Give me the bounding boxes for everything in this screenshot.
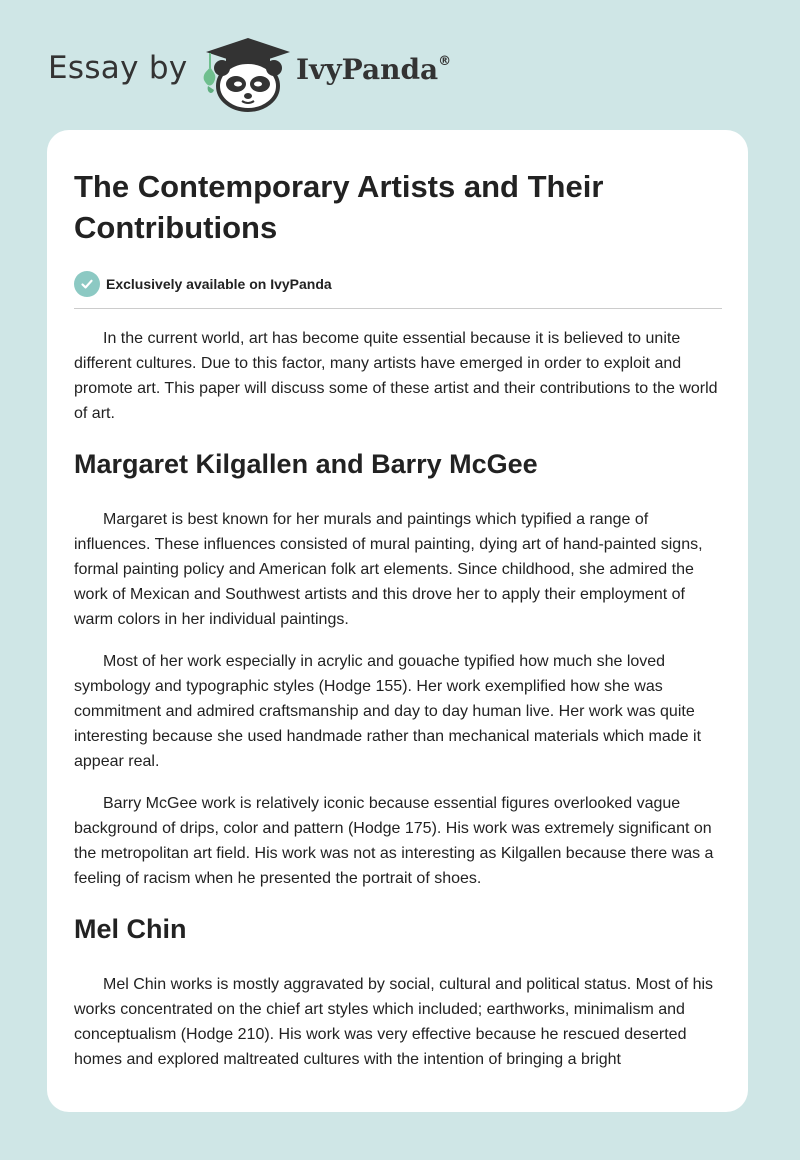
intro-paragraph: In the current world, art has become quite essential because it is believed to unite different cultures. Due to this factor, many artists have emerged in order to exploit and promote art. This paper will discuss some of these artist and their contributions to the world of art.: [74, 330, 718, 422]
brand-name[interactable]: [296, 53, 451, 86]
panda-logo-icon[interactable]: [200, 34, 296, 112]
brand-text: IvyPanda: [296, 53, 439, 86]
divider: [74, 308, 722, 309]
exclusive-badge: [74, 270, 722, 298]
section-heading-kilgallen-mcgee: Margaret Kilgallen and Barry McGee: [74, 449, 538, 479]
article-content: [74, 130, 722, 1072]
paragraph: Most of her work especially in acrylic and gouache typified how much she loved symbology and typographic styles (Hodge 155). Her work exemplified how she was commitment and admired craftsmanship and day to day human live. Her work was quite interesting because she used handmade rather than mechanical materials which made it appear real.: [74, 653, 702, 770]
exclusive-label: Exclusively available on IvyPanda: [106, 276, 332, 292]
article-title: The Contemporary Artists and Their Contributions: [74, 169, 604, 245]
article-card: [47, 130, 748, 1112]
section-heading-mel-chin: Mel Chin: [74, 914, 187, 944]
site-header: [0, 0, 800, 120]
paragraph: Mel Chin works is mostly aggravated by social, cultural and political status. Most of his works concentrated on the chief art styles which included; earthworks, minimalism and conceptualism (Hodge 210). His work was very effective because he rescued deserted homes and explored maltreated cultures with the intention of bringing a bright: [74, 976, 714, 1068]
paragraph: Barry McGee work is relatively iconic because essential figures overlooked vague background of drips, color and pattern (Hodge 175). His work was extremely significant on the metropolitan art field. His work was not as interesting as Kilgallen because there was a feeling of racism when he presented the portrait of shoes.: [74, 795, 714, 887]
check-icon: [74, 271, 100, 297]
registered-mark: ®: [438, 53, 452, 69]
essay-by-label: Essay by: [48, 50, 188, 86]
paragraph: Margaret is best known for her murals and paintings which typified a range of influences. These influences consisted of mural painting, dying art of hand-painted signs, formal painting policy and American folk art elements. Since childhood, she admired the work of Mexican and Southwest artists and this drove her to apply their employment of warm colors in her individual paintings.: [74, 511, 703, 628]
